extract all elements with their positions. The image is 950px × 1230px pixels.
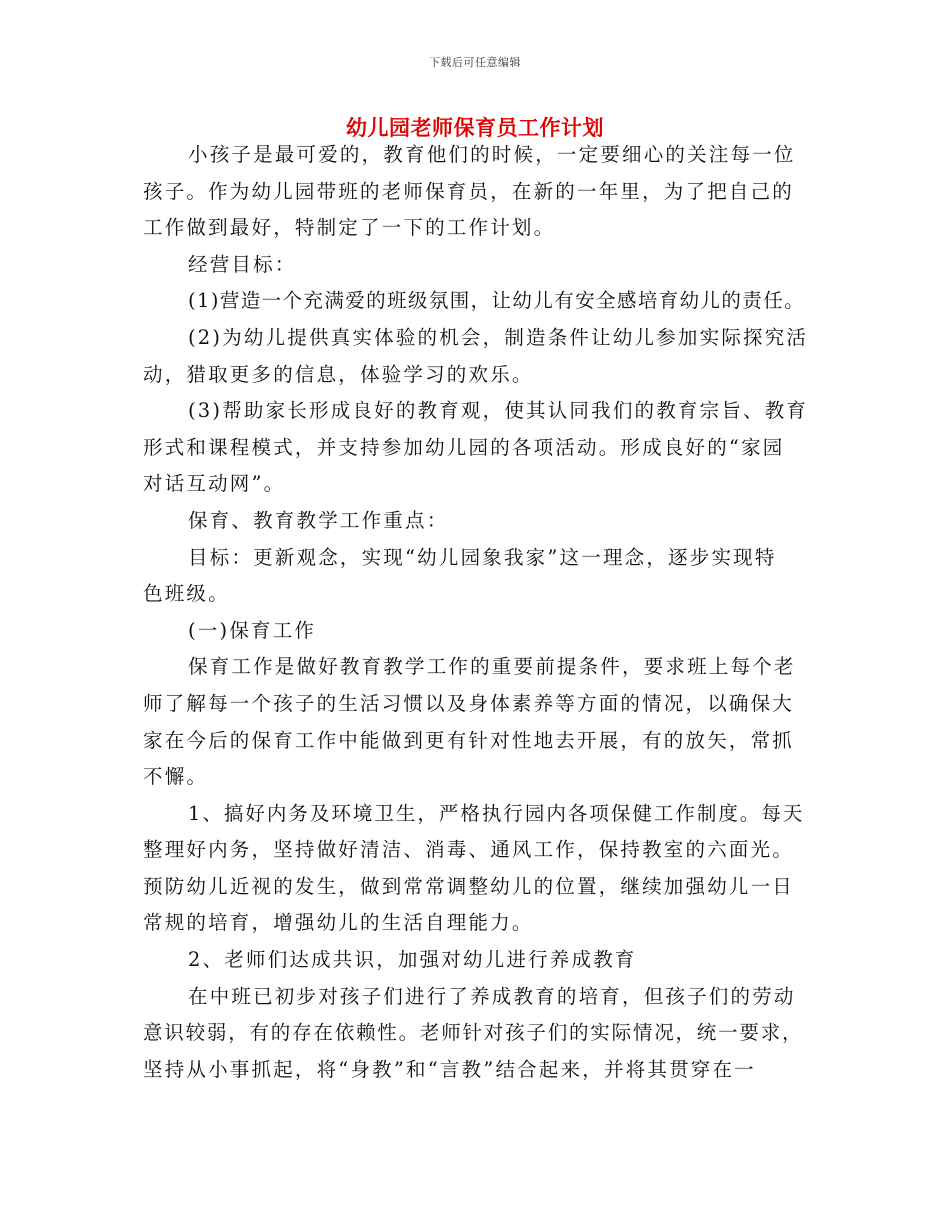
- text-line: 师了解每一个孩子的生活习惯以及身体素养等方面的情况，以确保大: [143, 691, 795, 715]
- header-note: 下载后可任意编辑: [429, 56, 521, 69]
- text-line: (3)帮助家长形成良好的教育观，使其认同我们的教育宗旨、教育: [188, 399, 809, 423]
- text-line: (1)营造一个充满爱的班级氛围，让幼儿有安全感培育幼儿的责任。: [188, 289, 806, 313]
- text-line: 1、搞好内务及环境卫生，严格执行园内各项保健工作制度。每天: [188, 801, 805, 825]
- text-line: 工作做到最好，特制定了一下的工作计划。: [143, 216, 556, 240]
- text-line: 保育、教育教学工作重点：: [188, 508, 449, 532]
- text-line: (一)保育工作: [188, 618, 317, 642]
- text-line: 动，猎取更多的信息，体验学习的欢乐。: [143, 362, 534, 386]
- document-body: [143, 137, 808, 1088]
- text-line: 坚持从小事抓起，将“身教”和“言教”结合起来，并将其贯穿在一: [143, 1057, 756, 1081]
- document-title: 幼儿园老师保育员工作计划: [346, 115, 604, 140]
- text-line: 整理好内务，坚持做好清洁、消毒、通风工作，保持教室的六面光。: [143, 838, 795, 862]
- text-line: 意识较弱，有的存在依赖性。老师针对孩子们的实际情况，统一要求，: [143, 1021, 804, 1045]
- text-line: 目标：更新观念，实现“幼儿园象我家”这一理念，逐步实现特: [188, 545, 777, 569]
- text-line: 在中班已初步对孩子们进行了养成教育的培育，但孩子们的劳动: [188, 984, 796, 1008]
- text-line: 形式和课程模式，并支持参加幼儿园的各项活动。形成良好的“家园: [143, 435, 785, 459]
- text-line: 家在今后的保育工作中能做到更有针对性地去开展，有的放矢，常抓: [143, 728, 795, 752]
- text-line: 保育工作是做好教育教学工作的重要前提条件，要求班上每个老: [188, 655, 796, 679]
- text-line: (2)为幼儿提供真实体验的机会，制造条件让幼儿参加实际探究活: [188, 325, 809, 349]
- text-line: 2、老师们达成共识，加强对幼儿进行养成教育: [188, 948, 637, 972]
- text-line: 经营目标：: [188, 252, 297, 276]
- text-line: 小孩子是最可爱的，教育他们的时候，一定要细心的关注每一位: [188, 143, 796, 166]
- text-line: 不懈。: [143, 765, 209, 789]
- text-line: 预防幼儿近视的发生，做到常常调整幼儿的位置，继续加强幼儿一日: [143, 874, 795, 898]
- text-line: 色班级。: [143, 582, 230, 606]
- text-line: 对话互动网”。: [143, 472, 286, 496]
- text-line: 常规的培育，增强幼儿的生活自理能力。: [143, 911, 534, 935]
- text-line: 孩子。作为幼儿园带班的老师保育员，在新的一年里，为了把自己的: [143, 179, 795, 203]
